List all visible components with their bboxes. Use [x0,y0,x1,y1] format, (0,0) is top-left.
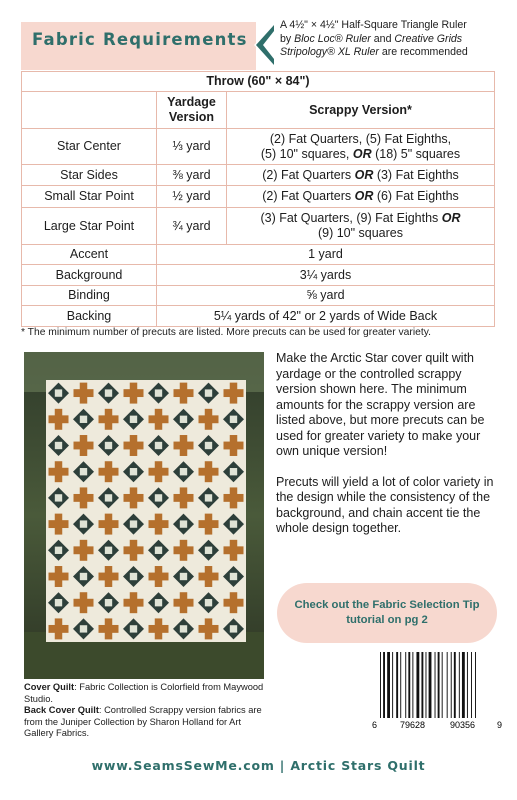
chain-block [205,514,213,535]
tip-callout: Check out the Fabric Selection Tip tutorial on pg 2 [277,583,497,643]
chain-block [105,618,113,639]
barcode-bar [471,652,472,718]
chain-block [105,409,113,430]
chain-block [105,566,113,587]
chain-block [205,618,213,639]
chain-block [230,435,238,456]
chain-block [155,409,163,430]
barcode-bar [400,652,401,718]
star-center [205,547,212,554]
chain-block [205,461,213,482]
star-center [205,389,212,396]
star-center [105,547,112,554]
chain-block [155,566,163,587]
yardage-header: Yardage Version [157,92,227,129]
star-center [155,547,162,554]
barcode-bar [454,652,456,718]
chain-block [80,435,88,456]
table-row: Background 3¼ yards [22,265,495,286]
chain-block [180,435,188,456]
chain-block [55,618,63,639]
star-center [55,599,62,606]
chain-block [155,514,163,535]
barcode [370,650,505,730]
star-center [130,573,137,580]
scrappy-header: Scrappy Version* [227,92,495,129]
star-center [130,625,137,632]
chain-block [55,566,63,587]
star-center [155,599,162,606]
star-center [105,389,112,396]
star-center [80,625,87,632]
star-center [130,520,137,527]
star-center [55,547,62,554]
table-row: Binding ⅝ yard [22,286,495,306]
star-center [230,416,237,423]
chain-block [205,566,213,587]
barcode-bar [467,652,468,718]
chain-block [230,592,238,613]
description [276,351,501,552]
star-center [80,468,87,475]
chain-block [130,540,138,561]
star-center [105,599,112,606]
star-center [55,389,62,396]
chain-block [180,383,188,404]
star-center [130,416,137,423]
star-center [180,468,187,475]
star-center [180,573,187,580]
star-center [230,625,237,632]
photo-caption: Cover Quilt: Fabric Collection is Colorfield from Maywood Studio. Back Cover Quilt: Controlled Scrappy version fabrics are from the Juniper Collection by Sharon Holland for Art Gallery Fabrics. [24,682,264,738]
chain-block [130,435,138,456]
barcode-bar [438,652,440,718]
star-center [180,416,187,423]
barcode-bar [380,652,381,718]
chain-block [230,383,238,404]
chain-block [55,409,63,430]
star-center [205,494,212,501]
barcode-bar [396,652,398,718]
barcode-bar [408,652,410,718]
star-center [105,494,112,501]
barcode-bar [426,652,427,718]
barcode-bar [392,652,393,718]
chain-block [230,540,238,561]
barcode-bar [447,652,448,718]
barcode-bar [475,652,476,718]
chain-block [155,461,163,482]
star-center [130,468,137,475]
table-row: Backing 5¼ yards of 42" or 2 yards of Wide Back [22,306,495,327]
chain-block [205,409,213,430]
star-center [80,416,87,423]
barcode-bar [429,652,432,718]
chain-block [80,383,88,404]
star-center [155,442,162,449]
star-center [105,442,112,449]
star-center [205,442,212,449]
table-row: Star Sides ⅜ yard (2) Fat Quarters OR (3) Fat Eighths [22,165,495,186]
chain-block [105,514,113,535]
svg-text:9: 9 [497,720,503,730]
barcode-bar [459,652,460,718]
barcode-bar [412,652,413,718]
star-center [230,573,237,580]
svg-text:6: 6 [372,720,378,730]
table-title: Throw (60" × 84") [22,72,495,92]
chain-block [155,618,163,639]
table-row: Accent 1 yard [22,245,495,265]
footer-url: www.SeamsSewMe.com | Arctic Stars Quilt [91,758,426,773]
table-footnote: * The minimum number of precuts are listed. More precuts can be used for greater variety. [21,327,431,338]
svg-text:79628: 79628 [400,720,426,730]
chevron-left-icon [254,23,276,67]
barcode-bar [462,652,465,718]
star-center [55,442,62,449]
chain-block [80,592,88,613]
star-center [230,520,237,527]
chain-block [180,487,188,508]
star-center [180,520,187,527]
chain-block [130,487,138,508]
barcode-bar [383,652,385,718]
quilt-photo [24,352,264,679]
paragraph: Precuts will yield a lot of color variety in the design while the consistency of the background, and chain accent tie the whole design together. [276,474,494,535]
section-title: Fabric Requirements [32,30,248,49]
chain-block [180,592,188,613]
table-row: Star Center ⅓ yard (2) Fat Quarters, (5) Fat Eighths, (5) 10" squares, OR (18) 5" squares [22,129,495,165]
chain-block [180,540,188,561]
ruler-note: A 4½" × 4½" Half-Square Triangle Ruler by Bloc Loc® Ruler and Creative Grids Stripology® XL Ruler are recommended [280,19,468,58]
star-center [205,599,212,606]
star-center [80,520,87,527]
star-center [80,573,87,580]
chain-block [80,487,88,508]
star-center [155,494,162,501]
star-center [155,389,162,396]
star-center [180,625,187,632]
barcode-bar [442,652,443,718]
svg-text:90356: 90356 [450,720,476,730]
star-center [55,494,62,501]
fabric-requirements-table [21,71,495,327]
chain-block [105,461,113,482]
table-row: Large Star Point ¾ yard (3) Fat Quarters, (9) Fat Eighths OR (9) 10" squares [22,208,495,245]
star-center [230,468,237,475]
chain-block [230,487,238,508]
table-row: Small Star Point ½ yard (2) Fat Quarters OR (6) Fat Eighths [22,186,495,208]
barcode-bar [405,652,406,718]
chain-block [55,461,63,482]
barcode-bar [435,652,436,718]
chain-block [130,383,138,404]
chain-block [80,540,88,561]
barcode-bar [387,652,390,718]
chain-block [55,514,63,535]
barcode-bar [416,652,419,718]
chain-block [130,592,138,613]
barcode-bar [451,652,452,718]
paragraph: Make the Arctic Star cover quilt with yardage or the controlled scrappy version shown here. The minimum amounts for the scrappy version are listed above, but more precuts can be used for greater variety to make your own unique version! [276,351,485,458]
barcode-bar [421,652,423,718]
